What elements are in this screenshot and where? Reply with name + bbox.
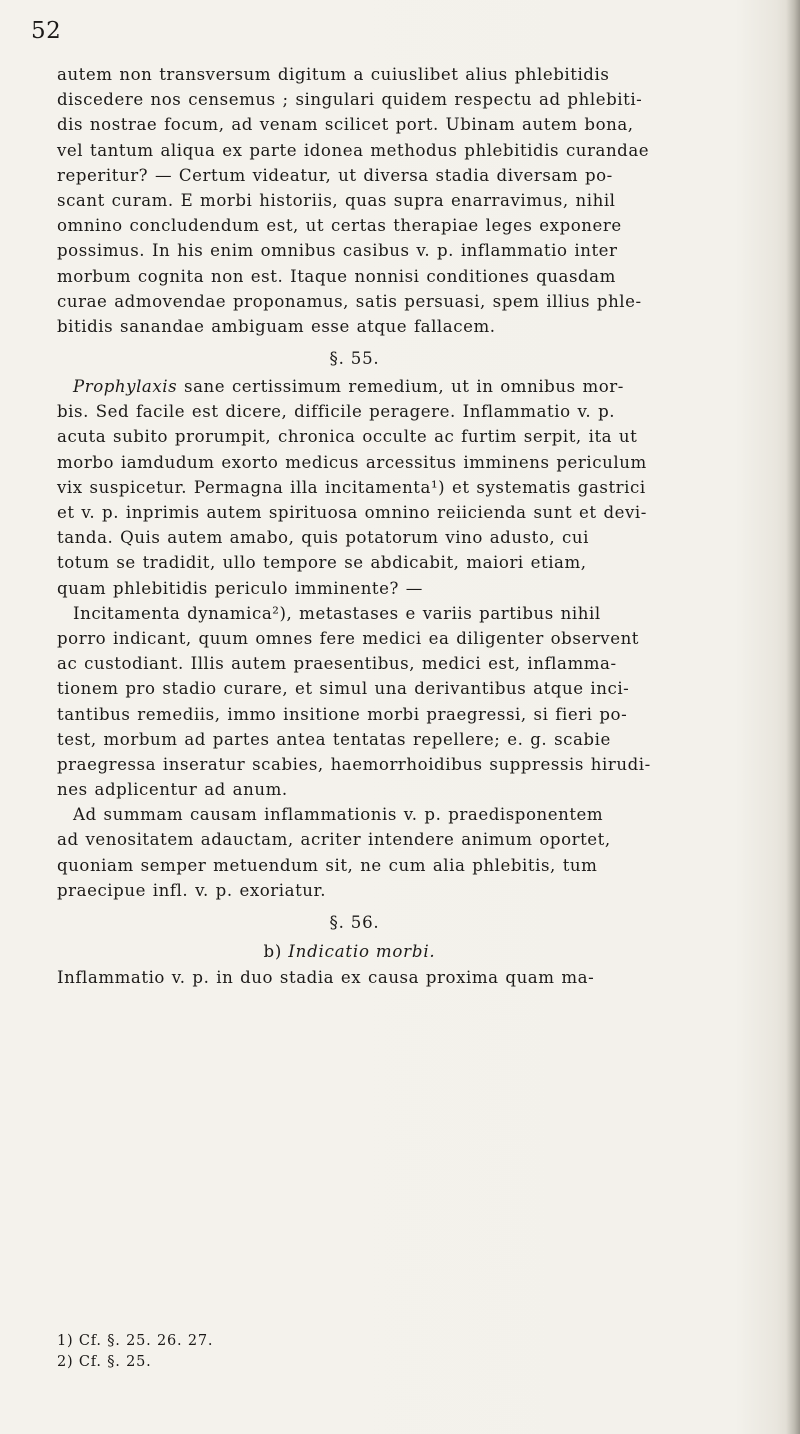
- text-line: nes adplicentur ad anum.: [57, 780, 288, 800]
- lead-term: Prophylaxis: [73, 377, 178, 397]
- text-line: Inflammatio v. p. in duo stadia ex causa proxima quam ma-: [57, 968, 595, 987]
- text-line: totum se tradidit, ullo tempore se abdicabit, maiori etiam,: [57, 553, 587, 573]
- text-line: possimus. In his enim omnibus casibus v. p. inflammatio inter: [57, 241, 618, 261]
- section-56-body: [57, 965, 792, 990]
- text-line: Incitamenta dynamica²), metastases e variis partibus nihil: [73, 603, 601, 623]
- line-rest: sane certissimum remedium, ut in omnibus mor-: [177, 377, 624, 397]
- footnote-1: 1) Cf. §. 25. 26. 27.: [57, 1333, 214, 1349]
- text-line: praegressa inseratur scabies, haemorrhoidibus suppressis hirudi-: [57, 754, 651, 774]
- text-line: bis. Sed facile est dicere, difficile peragere. Inflammatio v. p.: [57, 402, 616, 422]
- section-55-body: [57, 374, 792, 903]
- text-line: acuta subito prorumpit, chronica occulte ac furtim serpit, ita ut: [57, 427, 638, 447]
- section-heading-56: §. 56.: [329, 913, 380, 932]
- text-line: porro indicant, quum omnes fere medici ea diligenter observent: [57, 628, 640, 648]
- text-line: tionem pro stadio curare, et simul una derivantibus atque inci-: [57, 679, 630, 699]
- text-line: vix suspicetur. Permagna illa incitamenta¹) et systematis gastrici: [57, 477, 646, 497]
- text-line: quoniam semper metuendum sit, ne cum alia phlebitis, tum: [57, 855, 598, 875]
- text-line: autem non transversum digitum a cuiuslibet alius phlebitidis: [57, 65, 610, 84]
- footnotes: [57, 1331, 213, 1373]
- text-line: reperitur? — Certum videatur, ut diversa stadia diversam po-: [57, 165, 613, 185]
- text-line: praecipue infl. v. p. exoriatur.: [57, 880, 327, 900]
- text-line: curae admovendae proponamus, satis persuasi, spem illius phle-: [57, 291, 642, 311]
- text-line: bitidis sanandae ambiguam esse atque fallacem.: [57, 316, 496, 336]
- text-line: et v. p. inprimis autem spirituosa omnino reiicienda sunt et devi-: [57, 503, 647, 522]
- section-heading-55: §. 55.: [329, 349, 380, 369]
- text-line: quam phlebitidis periculo imminente? —: [57, 578, 423, 598]
- text-line: morbum cognita non est. Itaque nonnisi conditiones quasdam: [57, 266, 616, 286]
- text-line: ac custodiant. Illis autem praesentibus, medici est, inflamma-: [57, 654, 617, 674]
- subsection-heading: [57, 938, 792, 965]
- footnote-2: 2) Cf. §. 25.: [57, 1354, 152, 1370]
- text-line: omnino concludendum est, ut certas therapiae leges exponere: [57, 216, 622, 236]
- text-line: tantibus remediis, immo insitione morbi praegressi, si fieri po-: [57, 704, 628, 724]
- body-text: [57, 62, 792, 990]
- text-line: morbo iamdudum exorto medicus arcessitus imminens periculum: [57, 452, 647, 472]
- text-line: discedere nos censemus ; singulari quidem respectu ad phlebiti-: [57, 90, 643, 110]
- paragraph-1: [57, 62, 792, 339]
- text-line: vel tantum aliqua ex parte idonea methodus phlebitidis curandae: [57, 140, 650, 160]
- subsection-label: b): [263, 942, 283, 961]
- subsection-title: Indicatio morbi.: [288, 942, 436, 961]
- text-line: [57, 374, 792, 399]
- text-line: test, morbum ad partes antea tentatas repellere; e. g. scabie: [57, 729, 611, 749]
- text-line: tanda. Quis autem amabo, quis potatorum vino adusto, cui: [57, 528, 589, 548]
- text-line: scant curam. E morbi historiis, quas supra enarravimus, nihil: [57, 190, 616, 210]
- text-line: Ad summam causam inflammationis v. p. praedisponentem: [73, 805, 604, 825]
- page-number: 52: [31, 18, 62, 44]
- text-line: ad venositatem adauctam, acriter intendere animum oportet,: [57, 830, 611, 850]
- text-line: dis nostrae focum, ad venam scilicet port. Ubinam autem bona,: [57, 115, 634, 135]
